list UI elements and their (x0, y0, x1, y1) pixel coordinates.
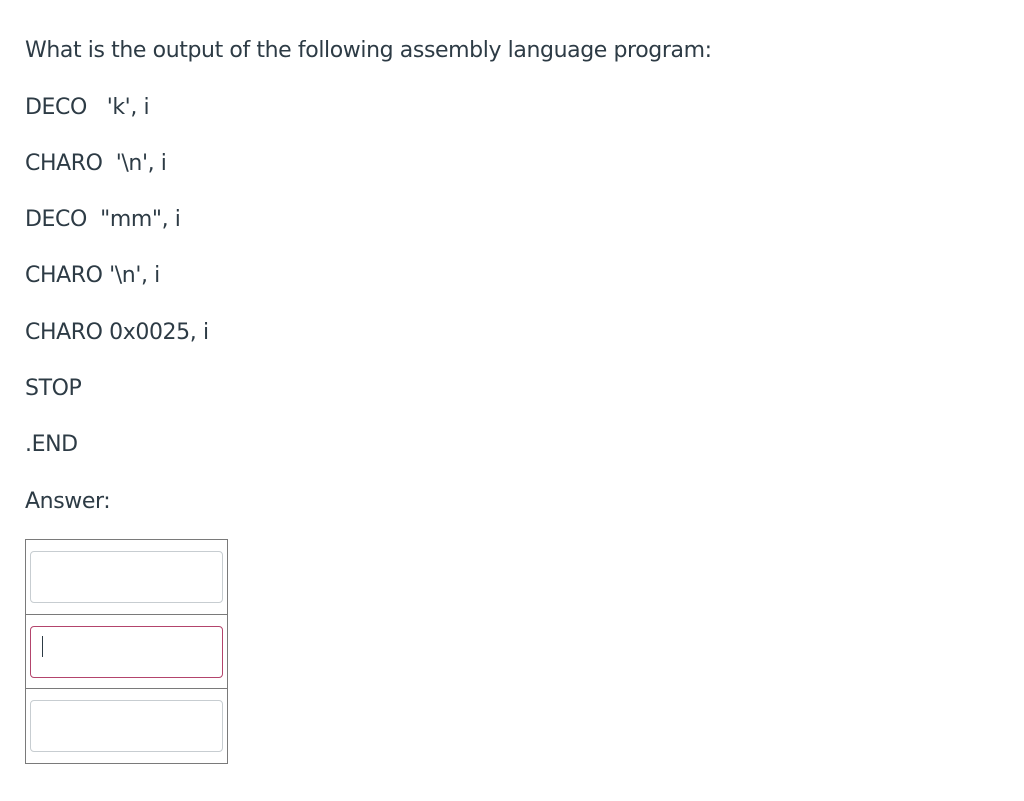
answer-table (25, 539, 228, 764)
answer-row (26, 689, 227, 763)
answer-row (26, 540, 227, 615)
code-line-6: STOP (25, 376, 82, 401)
code-line-2: CHARO '\n', i (25, 151, 167, 176)
code-line-1: DECO 'k', i (25, 95, 150, 120)
question-prompt: What is the output of the following assembly language program: (25, 38, 712, 63)
code-line-4: CHARO '\n', i (25, 263, 160, 288)
answer-field-3[interactable] (30, 700, 223, 752)
answer-label: Answer: (25, 489, 111, 514)
answer-field-2[interactable] (30, 626, 223, 678)
text-cursor (42, 636, 43, 657)
answer-field-1[interactable] (30, 551, 223, 603)
code-line-5: CHARO 0x0025, i (25, 320, 209, 345)
code-line-7: .END (25, 432, 78, 457)
answer-row (26, 615, 227, 690)
code-line-3: DECO "mm", i (25, 207, 181, 232)
